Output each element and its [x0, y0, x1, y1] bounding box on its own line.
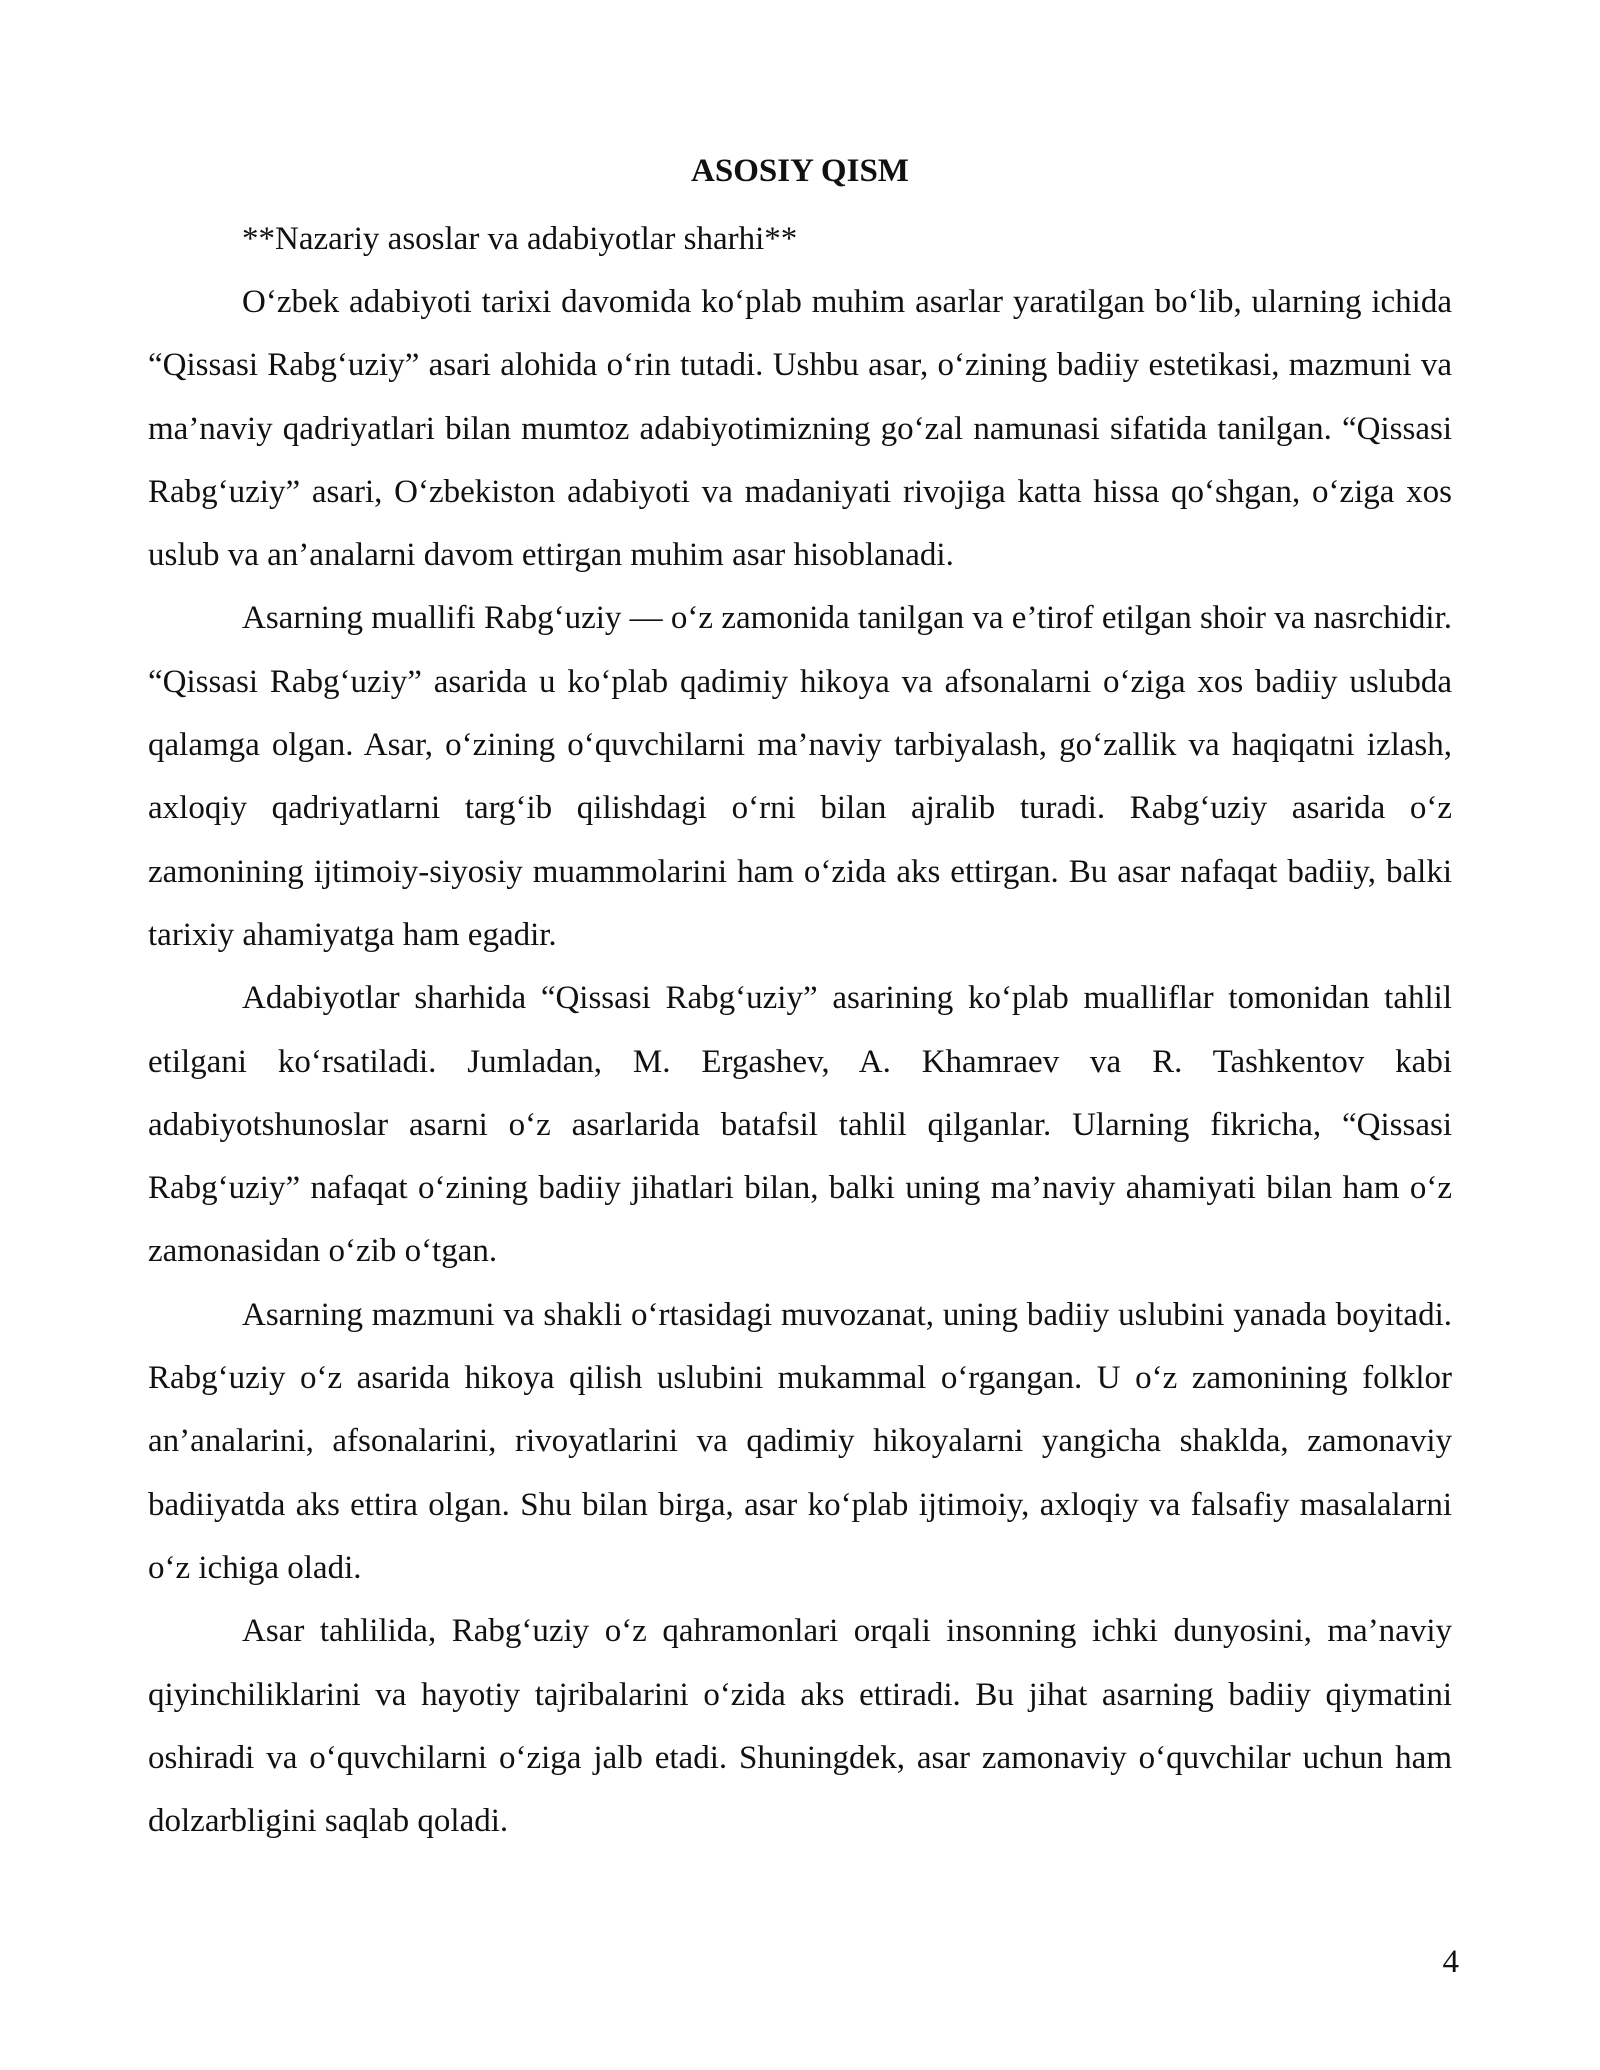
paragraph-5: Asar tahlilida, Rabg‘uziy o‘z qahramonlari orqali insonning ichki dunyosini, ma’naviy qiyinchiliklarini va hayotiy tajribalarini o‘zida aks ettiradi. Bu jihat asarning badiiy qiymatini oshiradi va o‘quvchilarni o‘ziga jalb etadi. Shuningdek, asar zamonaviy o‘quvchilar uchun ham dolzarbligini saqlab qoladi. — [148, 1613, 1452, 1840]
paragraph-2: Asarning muallifi Rabg‘uziy — o‘z zamonida tanilgan va e’tirof etilgan shoir va nasrchidir. “Qissasi Rabg‘uziy” asarida u ko‘plab qadimiy hikoya va afsonalarni o‘ziga xos badiiy uslubda qalamga olgan. Asar, o‘zining o‘quvchilarni ma’naviy tarbiyalash, go‘zallik va haqiqatni izlash, axloqiy qadriyatlarni targ‘ib qilishdagi o‘rni bilan ajralib turadi. Rabg‘uziy asarida o‘z zamonining ijtimoiy-siyosiy muammolarini ham o‘zida aks ettirgan. Bu asar nafaqat badiiy, balki tarixiy ahamiyatga ham egadir. — [148, 600, 1452, 953]
page-number: 4 — [1442, 1944, 1459, 1980]
document-page — [148, 146, 1452, 1853]
page-title: ASOSIY QISM — [691, 153, 909, 189]
paragraph-4: Asarning mazmuni va shakli o‘rtasidagi muvozanat, uning badiiy uslubini yanada boyitadi. Rabg‘uziy o‘z asarida hikoya qilish uslubini mukammal o‘rgangan. U o‘z zamonining folklor an’analarini, afsonalarini, rivoyatlarini va qadimiy hikoyalarni yangicha shaklda, zamonaviy badiiyatda aks ettira olgan. Shu bilan birga, asar ko‘plab ijtimoiy, axloqiy va falsafiy masalalarni o‘z ichiga oladi. — [148, 1296, 1452, 1586]
paragraph-3: Adabiyotlar sharhida “Qissasi Rabg‘uziy” asarining ko‘plab mualliflar tomonidan tahlil etilgani ko‘rsatiladi. Jumladan, M. Ergashev, A. Khamraev va R. Tashkentov kabi adabiyotshunoslar asarni o‘z asarlarida batafsil tahlil qilganlar. Ularning fikricha, “Qissasi Rabg‘uziy” nafaqat o‘zining badiiy jihatlari bilan, balki uning ma’naviy ahamiyati bilan ham o‘z zamonasidan o‘zib o‘tgan. — [148, 980, 1452, 1270]
paragraph-1: O‘zbek adabiyoti tarixi davomida ko‘plab muhim asarlar yaratilgan bo‘lib, ularning ichida “Qissasi Rabg‘uziy” asari alohida o‘rin tutadi. Ushbu asar, o‘zining badiiy estetikasi, mazmuni va ma’naviy qadriyatlari bilan mumtoz adabiyotimizning go‘zal namunasi sifatida tanilgan. “Qissasi Rabg‘uziy” asari, O‘zbekiston adabiyoti va madaniyati rivojiga katta hissa qo‘shgan, o‘ziga xos uslub va an’analarni davom ettirgan muhim asar hisoblanadi. — [148, 284, 1452, 574]
section-subheading: **Nazariy asoslar va adabiyotlar sharhi** — [242, 221, 798, 257]
